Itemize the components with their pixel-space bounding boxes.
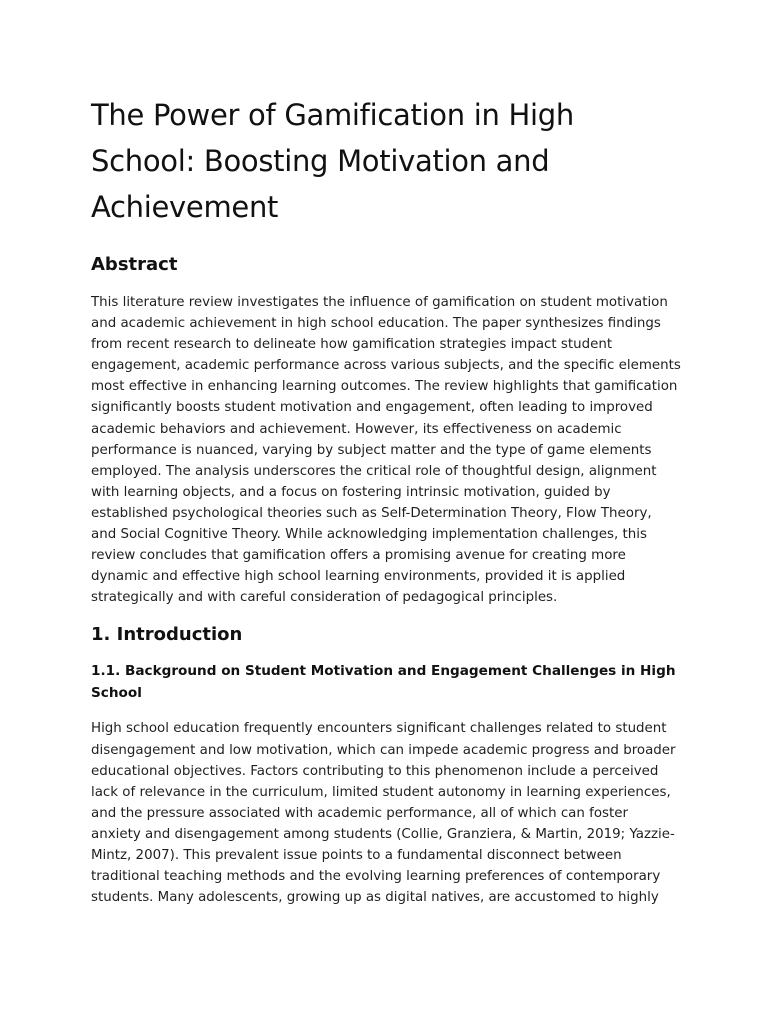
document-page (91, 92, 681, 908)
background-paragraph: High school education frequently encounters significant challenges related to student disengagement and low motivation, which can impede academic progress and broader educational objectives. Factors contributing to this phenomenon include a perceived lack of relevance in the curriculum, limited student autonomy in learning experiences, and the pressure associated with academic performance, all of which can foster anxiety and disengagement among students (Collie, Granziera, & Martin, 2019; Yazzie-Mintz, 2007). This prevalent issue points to a fundamental disconnect between traditional teaching methods and the evolving learning preferences of contemporary students. Many adolescents, growing up as digital natives, are accustomed to highly (91, 721, 676, 906)
abstract-paragraph: This literature review investigates the influence of gamification on student motivation and academic achievement in high school education. The paper synthesizes findings from recent research to delineate how gamification strategies impact student engagement, academic performance across various subjects, and the specific elements most effective in enhancing learning outcomes. The review highlights that gamification significantly boosts student motivation and engagement, often leading to improved academic behaviors and achievement. However, its effectiveness on academic performance is nuanced, varying by subject matter and the type of game elements employed. The analysis underscores the critical role of thoughtful design, alignment with learning objects, and a focus on fostering intrinsic motivation, guided by established psychological theories such as Self-Determination Theory, Flow Theory, and Social Cognitive Theory. While acknowledging implementation challenges, this review concludes that gamification offers a promising avenue for creating more dynamic and effective high school learning environments, provided it is applied strategically and with careful consideration of pedagogical principles. (91, 295, 681, 606)
background-subheading: 1.1. Background on Student Motivation and Engagement Challenges in High School (91, 663, 676, 702)
document-title: The Power of Gamification in High School: Boosting Motivation and Achievement (91, 98, 574, 224)
abstract-heading: Abstract (91, 254, 178, 275)
introduction-heading: 1. Introduction (91, 624, 243, 646)
